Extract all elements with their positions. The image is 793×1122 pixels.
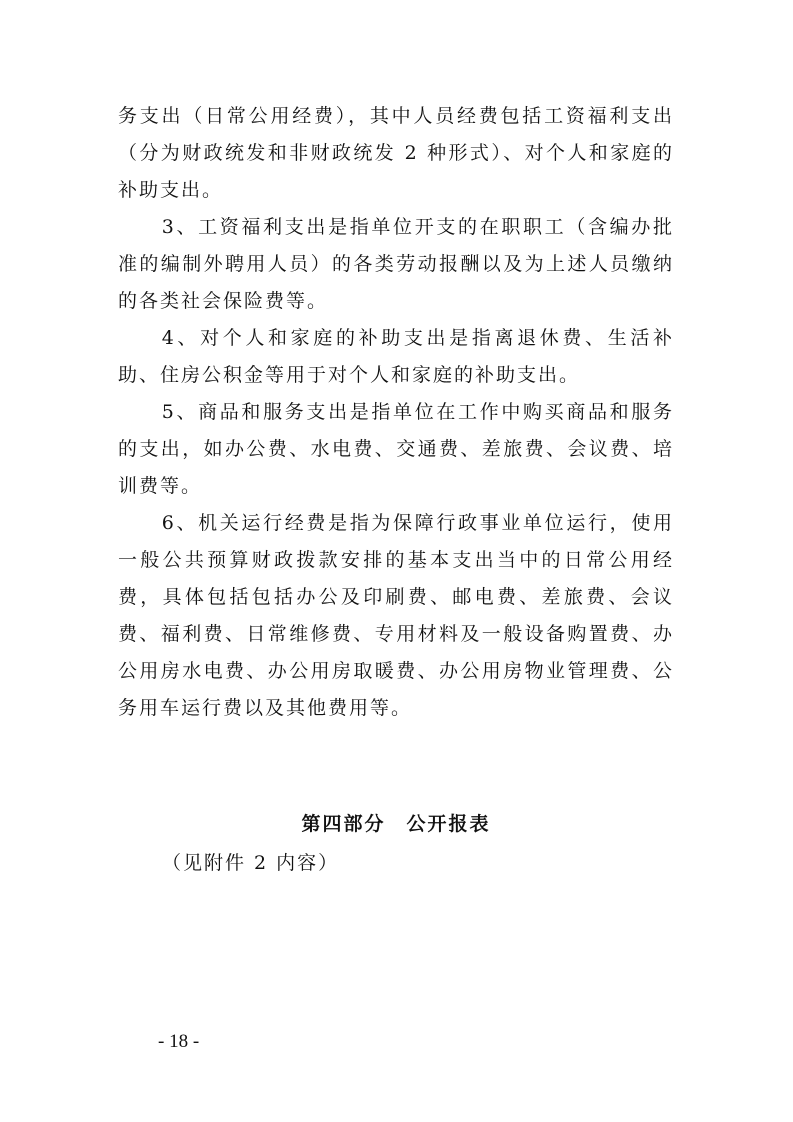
section-heading: 第四部分 公开报表 — [301, 813, 491, 835]
paragraph-item-4: 4、对个人和家庭的补助支出是指离退休费、生活补助、住房公积金等用于对个人和家庭的补助支出。 — [118, 327, 674, 386]
paragraph-continuation: 务支出（日常公用经费），其中人员经费包括工资福利支出（分为财政统发和非财政统发 2 种形式）、对个人和家庭的补助支出。 — [118, 105, 674, 201]
body-text — [118, 98, 674, 727]
paragraph-item-5: 5、商品和服务支出是指单位在工作中购买商品和服务的支出，如办公费、水电费、交通费、差旅费、会议费、培训费等。 — [118, 401, 674, 497]
paragraph-item-6: 6、机关运行经费是指为保障行政事业单位运行，使用一般公共预算财政拨款安排的基本支出当中的日常公用经费，具体包括包括办公及印刷费、邮电费、差旅费、会议费、福利费、日常维修费、专用材料及一般设备购置费、办公用房水电费、办公用房取暖费、办公用房物业管理费、公务用车运行费以及其他费用等。 — [118, 512, 674, 719]
page-number: - 18 - — [158, 1031, 200, 1052]
attachment-note: （见附件 2 内容） — [162, 852, 340, 874]
paragraph-item-3: 3、工资福利支出是指单位开支的在职职工（含编办批准的编制外聘用人员）的各类劳动报酬以及为上述人员缴纳的各类社会保险费等。 — [118, 216, 674, 312]
